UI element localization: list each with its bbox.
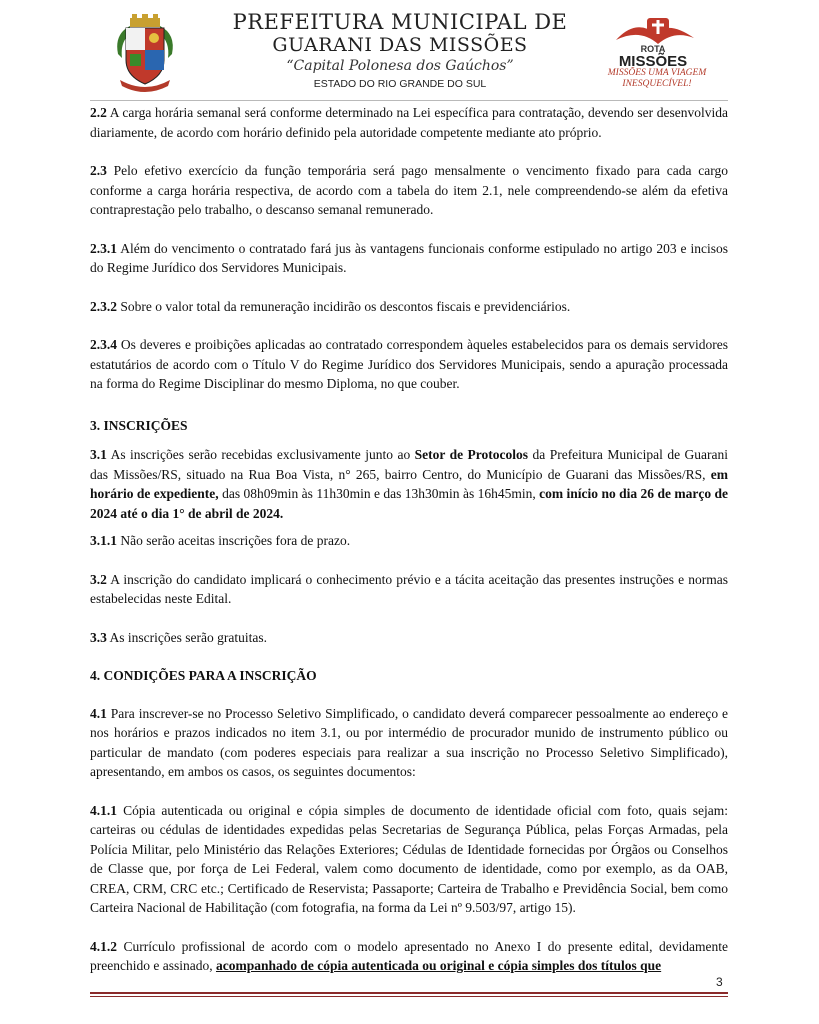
document-body bbox=[90, 103, 728, 976]
paragraph-text: Currículo profissional de acordo com o modelo apresentado no Anexo I do presente edital, devidamente preenchido e assinado, bbox=[90, 938, 728, 973]
bold-text: com início no dia 26 de março de 2024 até o dia 1° de abril de 2024. bbox=[90, 486, 728, 521]
rota-label-main: MISSÕES bbox=[618, 53, 688, 70]
paragraph-3-2 bbox=[90, 570, 728, 609]
paragraph-text: A carga horária semanal será conforme determinado na Lei específica para contratação, devendo ser desenvolvida diariamente, de acordo com horário definido pela autoridade competente mediante ato próprio. bbox=[90, 105, 728, 140]
paragraph-2-3 bbox=[90, 161, 728, 220]
paragraph-text: Cópia autenticada ou original e cópia simples de documento de identidade oficial com foto, quais sejam: carteiras ou cédulas de identidades expedidas pelas Secretarias de Segurança Pública, pelas Forças Armadas, pela Polícia Militar, pelo Ministério das Relações Exteriores; Cédulas de Identidade fornecidas por Órgãos ou Conselhos de Classe que, por força de Lei Federal, valem como documento de identidade, como por exemplo, as da OAB, CREA, CRM, CRC etc.; Certificado de Reservista; Passaporte; Carteira de Trabalho e Previdência Social, bem como Carteira Nacional de Habilitação (com fotografia, na forma da Lei nº 9.503/97, artigo 15). bbox=[90, 802, 728, 915]
paragraph-2-3-2 bbox=[90, 297, 728, 317]
underlined-bold-text: acompanhado de cópia autenticada ou original e cópia simples dos títulos que bbox=[215, 958, 662, 973]
item-number: 3.1.1 bbox=[90, 533, 117, 548]
header-state: ESTADO DO RIO GRANDE DO SUL bbox=[313, 78, 487, 90]
paragraph-text: Além do vencimento o contratado fará jus às vantagens funcionais conforme estipulado no artigo 203 e incisos do Regime Jurídico dos Servidores Municipais. bbox=[90, 240, 728, 275]
page-number: 3 bbox=[716, 975, 723, 989]
item-number: 4.1.2 bbox=[90, 938, 117, 954]
item-number: 2.3 bbox=[90, 163, 107, 178]
paragraph-4-1 bbox=[90, 704, 728, 782]
header-title-line2: GUARANI DAS MISSÕES bbox=[272, 34, 528, 56]
paragraph-3-1 bbox=[90, 445, 728, 523]
paragraph-4-1-2 bbox=[90, 937, 728, 976]
item-number: 2.3.2 bbox=[90, 298, 117, 314]
paragraph-2-3-4 bbox=[90, 335, 728, 394]
paragraph-text: Para inscrever-se no Processo Seletivo Simplificado, o candidato deverá comparecer pessoalmente ao endereço e nos horários e prazos indicados no item 3.1, ou por intermédio de procurador munido de instrumento público ou particular de mandato (com poderes especiais para realizar a sua inscrição no Processo Seletivo Simplificado), apresentando, em ambos os casos, os seguintes documentos: bbox=[90, 705, 728, 779]
rota-slogan bbox=[596, 68, 718, 90]
paragraph-text: A inscrição do candidato implicará o conhecimento prévio e a tácita aceitação das presentes instruções e normas estabelecidas neste Edital. bbox=[90, 571, 728, 606]
bold-text: Setor de Protocolos bbox=[414, 447, 529, 462]
paragraph-text: Os deveres e proibições aplicadas ao contratado correspondem àqueles estabelecidos para os demais servidores estatutários de acordo com o Título V do Regime Jurídico dos Servidores Municipais, sendo a apuração processada na forma do Regime Disciplinar do mesmo Diploma, no que couber. bbox=[90, 337, 728, 391]
header-title-block bbox=[195, 10, 605, 90]
footer-rule-thin bbox=[90, 996, 728, 997]
header-divider bbox=[90, 100, 728, 101]
paragraph-text: As inscrições serão recebidas exclusivamente junto ao bbox=[106, 447, 415, 462]
item-number: 4.1.1 bbox=[90, 802, 117, 818]
paragraph-text: das 08h09min às 11h30min e das 13h30min às 16h45min, bbox=[218, 486, 540, 501]
paragraph-3-3 bbox=[90, 628, 728, 648]
item-number: 3.2 bbox=[90, 571, 107, 587]
item-number: 2.3.1 bbox=[90, 240, 117, 256]
item-number: 4.1 bbox=[90, 705, 107, 721]
item-number: 2.3.4 bbox=[90, 337, 117, 352]
section-heading-4: 4. CONDIÇÕES PARA A INSCRIÇÃO bbox=[90, 668, 317, 683]
paragraph-4-1-1 bbox=[90, 801, 728, 918]
paragraph-text: Não serão aceitas inscrições fora de prazo. bbox=[117, 533, 351, 548]
item-number: 2.2 bbox=[90, 105, 107, 120]
municipal-coat-of-arms-icon bbox=[110, 14, 180, 96]
header-title-line1: PREFEITURA MUNICIPAL DE bbox=[232, 10, 568, 34]
rota-label-top: ROTA bbox=[640, 44, 666, 54]
paragraph-2-3-1 bbox=[90, 239, 728, 278]
section-heading-3: 3. INSCRIÇÕES bbox=[90, 417, 188, 433]
item-number: 3.1 bbox=[90, 447, 107, 462]
rota-slogan-line2: INESQUECÍVEL! bbox=[622, 79, 692, 89]
footer-rule-thick bbox=[90, 992, 728, 994]
item-number: 3.3 bbox=[90, 629, 107, 645]
paragraph-text: da Prefeitura Municipal de Guarani das Missões/RS, situado na Rua Boa Vista, n° 265, bairro Centro, do Município de Guarani das Missões/RS, bbox=[90, 447, 728, 482]
header-motto: “Capital Polonesa dos Gaúchos” bbox=[286, 58, 514, 74]
paragraph-2-2 bbox=[90, 103, 728, 142]
paragraph-text: Sobre o valor total da remuneração incidirão os descontos fiscais e previdenciários. bbox=[117, 298, 571, 314]
page-header bbox=[0, 0, 819, 100]
paragraph-text: Pelo efetivo exercício da função temporária será pago mensalmente o vencimento fixado para cada cargo conforme a carga horária respectiva, de acordo com a tabela do item 2.1, nele compreendendo-se além da efetiva contraprestação pelo trabalho, o descanso semanal remunerado. bbox=[90, 163, 728, 217]
bold-text: em horário de expediente, bbox=[90, 466, 728, 501]
paragraph-3-1-1 bbox=[90, 531, 728, 551]
rota-slogan-line1: MISSÕES UMA VIAGEM bbox=[607, 68, 707, 78]
paragraph-text: As inscrições serão gratuitas. bbox=[106, 629, 267, 645]
